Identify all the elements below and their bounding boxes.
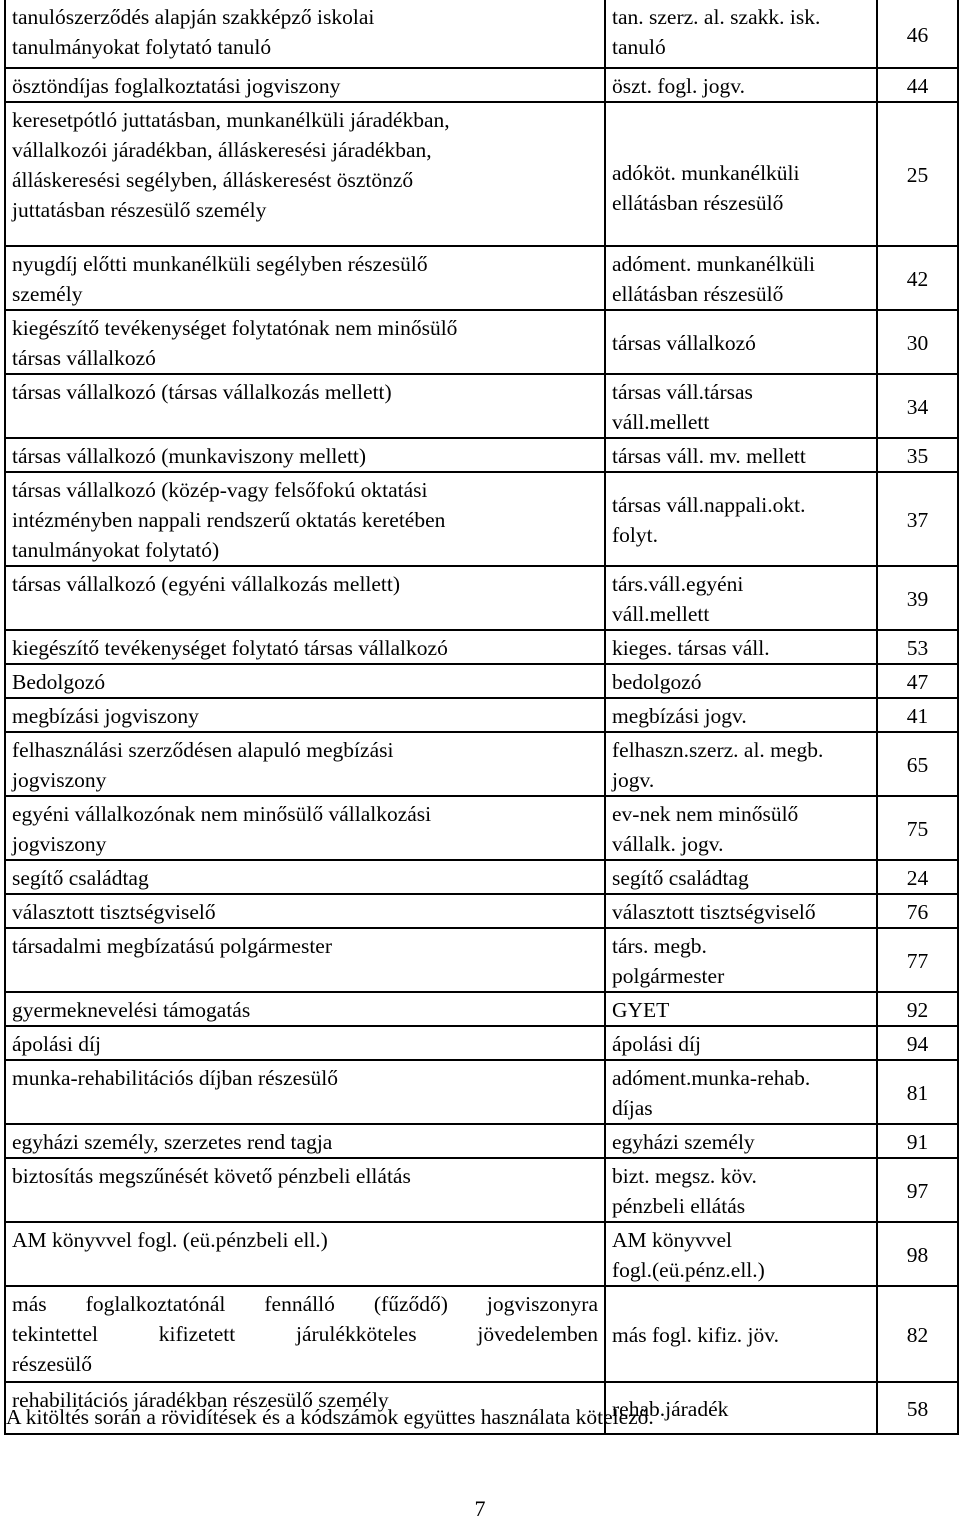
- table-row: [5, 102, 958, 246]
- legal-status-line: segítő családtag: [12, 866, 149, 890]
- legal-status-line: személy: [12, 282, 83, 306]
- table-row: [5, 894, 958, 928]
- legal-status-line: intézményben nappali rendszerű oktatás keretében: [12, 508, 446, 532]
- abbreviation-line: adóment. munkanélküli: [612, 252, 816, 276]
- table-row: [5, 992, 958, 1026]
- abbreviation-cell: [605, 68, 877, 102]
- code-number-cell: 65: [877, 732, 958, 796]
- code-number-cell: 30: [877, 310, 958, 374]
- legal-status-line: tanulószerződés alapján szakképző iskolai: [12, 5, 375, 29]
- abbreviation-cell: [605, 664, 877, 698]
- table-row: [5, 0, 958, 68]
- legal-status-line: tanulmányokat folytató): [12, 538, 220, 562]
- table-row: [5, 732, 958, 796]
- legal-status-cell: [5, 374, 605, 438]
- legal-status-line: társas vállalkozó: [12, 346, 156, 370]
- legal-status-line: társas vállalkozó (munkaviszony mellett): [12, 444, 367, 468]
- abbreviation-line: polgármester: [612, 964, 725, 988]
- legal-status-cell: [5, 992, 605, 1026]
- table-row: [5, 630, 958, 664]
- legal-status-cell: [5, 894, 605, 928]
- legal-status-cell: [5, 68, 605, 102]
- legal-status-cell: [5, 472, 605, 566]
- legal-status-line: jogviszony: [12, 768, 107, 792]
- legal-status-cell: [5, 1060, 605, 1124]
- legal-status-line: társas vállalkozó (egyéni vállalkozás mellett): [12, 572, 401, 596]
- abbreviation-cell: [605, 1286, 877, 1382]
- table-row: [5, 1026, 958, 1060]
- abbreviation-line: társas váll.nappali.okt.: [612, 493, 806, 517]
- abbreviation-line: társas vállalkozó: [612, 331, 756, 355]
- code-number-cell: 92: [877, 992, 958, 1026]
- legal-status-cell: [5, 102, 605, 246]
- abbreviation-line: folyt.: [612, 523, 658, 547]
- legal-status-cell: [5, 796, 605, 860]
- abbreviation-cell: [605, 310, 877, 374]
- legal-status-cell: [5, 438, 605, 472]
- legal-status-line: ápolási díj: [12, 1032, 101, 1056]
- legal-status-line: társas vállalkozó (közép-vagy felsőfokú oktatási: [12, 478, 428, 502]
- table-row: [5, 664, 958, 698]
- legal-status-cell: [5, 698, 605, 732]
- legal-status-cell: [5, 1222, 605, 1286]
- table-row: [5, 860, 958, 894]
- abbreviation-line: ev-nek nem minősülő: [612, 802, 799, 826]
- legal-status-cell: [5, 928, 605, 992]
- abbreviation-cell: [605, 732, 877, 796]
- abbreviation-line: adóköt. munkanélküli: [612, 161, 800, 185]
- abbreviation-cell: [605, 102, 877, 246]
- abbreviation-cell: [605, 1158, 877, 1222]
- legal-status-cell: [5, 1124, 605, 1158]
- legal-status-line: tanulmányokat folytató tanuló: [12, 35, 272, 59]
- legal-status-line: ösztöndíjas foglalkoztatási jogviszony: [12, 74, 341, 98]
- code-number-cell: 53: [877, 630, 958, 664]
- abbreviation-line: rehab.járadék: [612, 1397, 729, 1421]
- code-number-cell: 35: [877, 438, 958, 472]
- abbreviation-line: tanuló: [612, 35, 666, 59]
- legal-status-line: Bedolgozó: [12, 670, 106, 694]
- code-number-cell: 44: [877, 68, 958, 102]
- legal-status-line: megbízási jogviszony: [12, 704, 199, 728]
- legal-status-cell: [5, 1158, 605, 1222]
- legal-status-cell: [5, 246, 605, 310]
- legal-status-line: kiegészítő tevékenységet folytató társas vállalkozó: [12, 636, 448, 660]
- legal-status-line: egyéni vállalkozónak nem minősülő vállalkozási: [12, 802, 432, 826]
- table-row: [5, 68, 958, 102]
- legal-status-line: gyermeknevelési támogatás: [12, 998, 251, 1022]
- abbreviation-cell: [605, 894, 877, 928]
- legal-status-line: részesülő: [12, 1352, 92, 1376]
- abbreviation-line: pénzbeli ellátás: [612, 1194, 746, 1218]
- abbreviation-line: más fogl. kifiz. jöv.: [612, 1323, 779, 1347]
- code-number-cell: 25: [877, 102, 958, 246]
- legal-status-line: egyházi személy, szerzetes rend tagja: [12, 1130, 333, 1154]
- abbreviation-line: fogl.(eü.pénz.ell.): [612, 1258, 765, 1282]
- page-number: 7: [474, 1496, 486, 1521]
- table-row: [5, 698, 958, 732]
- table-row: [5, 1124, 958, 1158]
- table-row: [5, 1158, 958, 1222]
- legal-status-cell: [5, 732, 605, 796]
- code-number-cell: 39: [877, 566, 958, 630]
- legal-status-cell: [5, 1026, 605, 1060]
- legal-status-cell: [5, 310, 605, 374]
- legal-status-cell: [5, 664, 605, 698]
- table-row: [5, 796, 958, 860]
- abbreviation-cell: [605, 472, 877, 566]
- legal-status-line: álláskeresési segélyben, álláskeresést ösztönző: [12, 168, 414, 192]
- table-row: [5, 374, 958, 438]
- legal-status-line: tekintettel kifizetett járulékköteles jövedelemben: [12, 1322, 598, 1346]
- code-number-cell: 41: [877, 698, 958, 732]
- abbreviation-line: bizt. megsz. köv.: [612, 1164, 757, 1188]
- abbreviation-cell: [605, 246, 877, 310]
- legal-status-line: választott tisztségviselő: [12, 900, 216, 924]
- table-row: [5, 472, 958, 566]
- abbreviation-line: vállalk. jogv.: [612, 832, 724, 856]
- abbreviation-line: egyházi személy: [612, 1130, 755, 1154]
- legal-status-line: biztosítás megszűnését követő pénzbeli ellátás: [12, 1164, 411, 1188]
- abbreviation-line: váll.mellett: [612, 410, 710, 434]
- code-number-cell: 76: [877, 894, 958, 928]
- table-row: [5, 310, 958, 374]
- legal-status-line: társas vállalkozó (társas vállalkozás mellett): [12, 380, 392, 404]
- abbreviation-cell: [605, 630, 877, 664]
- abbreviation-line: társas váll. mv. mellett: [612, 444, 806, 468]
- legal-status-line: keresetpótló juttatásban, munkanélküli járadékban,: [12, 108, 450, 132]
- code-number-cell: 75: [877, 796, 958, 860]
- abbreviation-cell: [605, 796, 877, 860]
- abbreviation-line: váll.mellett: [612, 602, 710, 626]
- table-row: [5, 1222, 958, 1286]
- legal-status-line: vállalkozói járadékban, álláskeresési járadékban,: [12, 138, 432, 162]
- abbreviation-cell: [605, 1222, 877, 1286]
- legal-status-cell: [5, 0, 605, 68]
- abbreviation-line: társ. megb.: [612, 934, 707, 958]
- abbreviation-cell: [605, 438, 877, 472]
- abbreviation-cell: [605, 0, 877, 68]
- code-number-cell: 82: [877, 1286, 958, 1382]
- abbreviation-line: AM könyvvel: [612, 1228, 733, 1252]
- code-number-cell: 98: [877, 1222, 958, 1286]
- legal-status-cell: [5, 860, 605, 894]
- code-number-cell: 42: [877, 246, 958, 310]
- abbreviation-cell: [605, 860, 877, 894]
- table-row: [5, 246, 958, 310]
- abbreviation-line: díjas: [612, 1096, 653, 1120]
- code-number-cell: 94: [877, 1026, 958, 1060]
- abbreviation-line: társas váll.társas: [612, 380, 753, 404]
- abbreviation-line: kieges. társas váll.: [612, 636, 770, 660]
- abbreviation-line: társ.váll.egyéni: [612, 572, 744, 596]
- abbreviation-cell: [605, 698, 877, 732]
- code-number-cell: 34: [877, 374, 958, 438]
- code-number-cell: 58: [877, 1382, 958, 1434]
- legal-status-line: rehabilitációs járadékban részesülő személy: [12, 1388, 389, 1412]
- abbreviation-cell: [605, 1060, 877, 1124]
- footnote: A kitöltés során a rövidítések és a kódszámok együttes használata kötelező.: [6, 1405, 654, 1429]
- code-number-cell: 47: [877, 664, 958, 698]
- table-row: [5, 566, 958, 630]
- legal-status-line: más foglalkoztatónál fennálló (fűződő) jogviszonyra: [12, 1292, 598, 1316]
- abbreviation-line: GYET: [612, 998, 670, 1022]
- legal-status-line: AM könyvvel fogl. (eü.pénzbeli ell.): [12, 1228, 328, 1252]
- abbreviation-line: felhaszn.szerz. al. megb.: [612, 738, 824, 762]
- abbreviation-cell: [605, 566, 877, 630]
- table-row: [5, 1286, 958, 1382]
- abbreviation-cell: [605, 928, 877, 992]
- code-table: [4, 0, 959, 1435]
- abbreviation-line: bedolgozó: [612, 670, 702, 694]
- code-number-cell: 77: [877, 928, 958, 992]
- legal-status-cell: [5, 566, 605, 630]
- legal-status-line: társadalmi megbízatású polgármester: [12, 934, 332, 958]
- code-number-cell: 46: [877, 0, 958, 68]
- code-number-cell: 37: [877, 472, 958, 566]
- code-number-cell: 91: [877, 1124, 958, 1158]
- legal-status-cell: [5, 1286, 605, 1382]
- abbreviation-cell: [605, 1124, 877, 1158]
- code-number-cell: 81: [877, 1060, 958, 1124]
- abbreviation-line: öszt. fogl. jogv.: [612, 74, 745, 98]
- abbreviation-line: megbízási jogv.: [612, 704, 747, 728]
- abbreviation-line: tan. szerz. al. szakk. isk.: [612, 5, 821, 29]
- legal-status-cell: [5, 630, 605, 664]
- abbreviation-line: ellátásban részesülő: [612, 282, 784, 306]
- legal-status-line: munka-rehabilitációs díjban részesülő: [12, 1066, 338, 1090]
- table-row: [5, 1060, 958, 1124]
- legal-status-line: nyugdíj előtti munkanélküli segélyben részesülő: [12, 252, 428, 276]
- abbreviation-line: ellátásban részesülő: [612, 191, 784, 215]
- abbreviation-line: ápolási díj: [612, 1032, 701, 1056]
- abbreviation-cell: [605, 374, 877, 438]
- abbreviation-cell: [605, 1026, 877, 1060]
- abbreviation-cell: [605, 992, 877, 1026]
- legal-status-line: kiegészítő tevékenységet folytatónak nem minősülő: [12, 316, 458, 340]
- table-row: [5, 438, 958, 472]
- legal-status-line: felhasználási szerződésen alapuló megbízási: [12, 738, 394, 762]
- legal-status-line: jogviszony: [12, 832, 107, 856]
- legal-status-line: juttatásban részesülő személy: [12, 198, 267, 222]
- abbreviation-line: jogv.: [612, 768, 655, 792]
- table-row: [5, 928, 958, 992]
- code-table-body: [5, 0, 958, 1434]
- code-number-cell: 97: [877, 1158, 958, 1222]
- abbreviation-line: adóment.munka-rehab.: [612, 1066, 811, 1090]
- code-number-cell: 24: [877, 860, 958, 894]
- abbreviation-line: választott tisztségviselő: [612, 900, 816, 924]
- abbreviation-line: segítő családtag: [612, 866, 749, 890]
